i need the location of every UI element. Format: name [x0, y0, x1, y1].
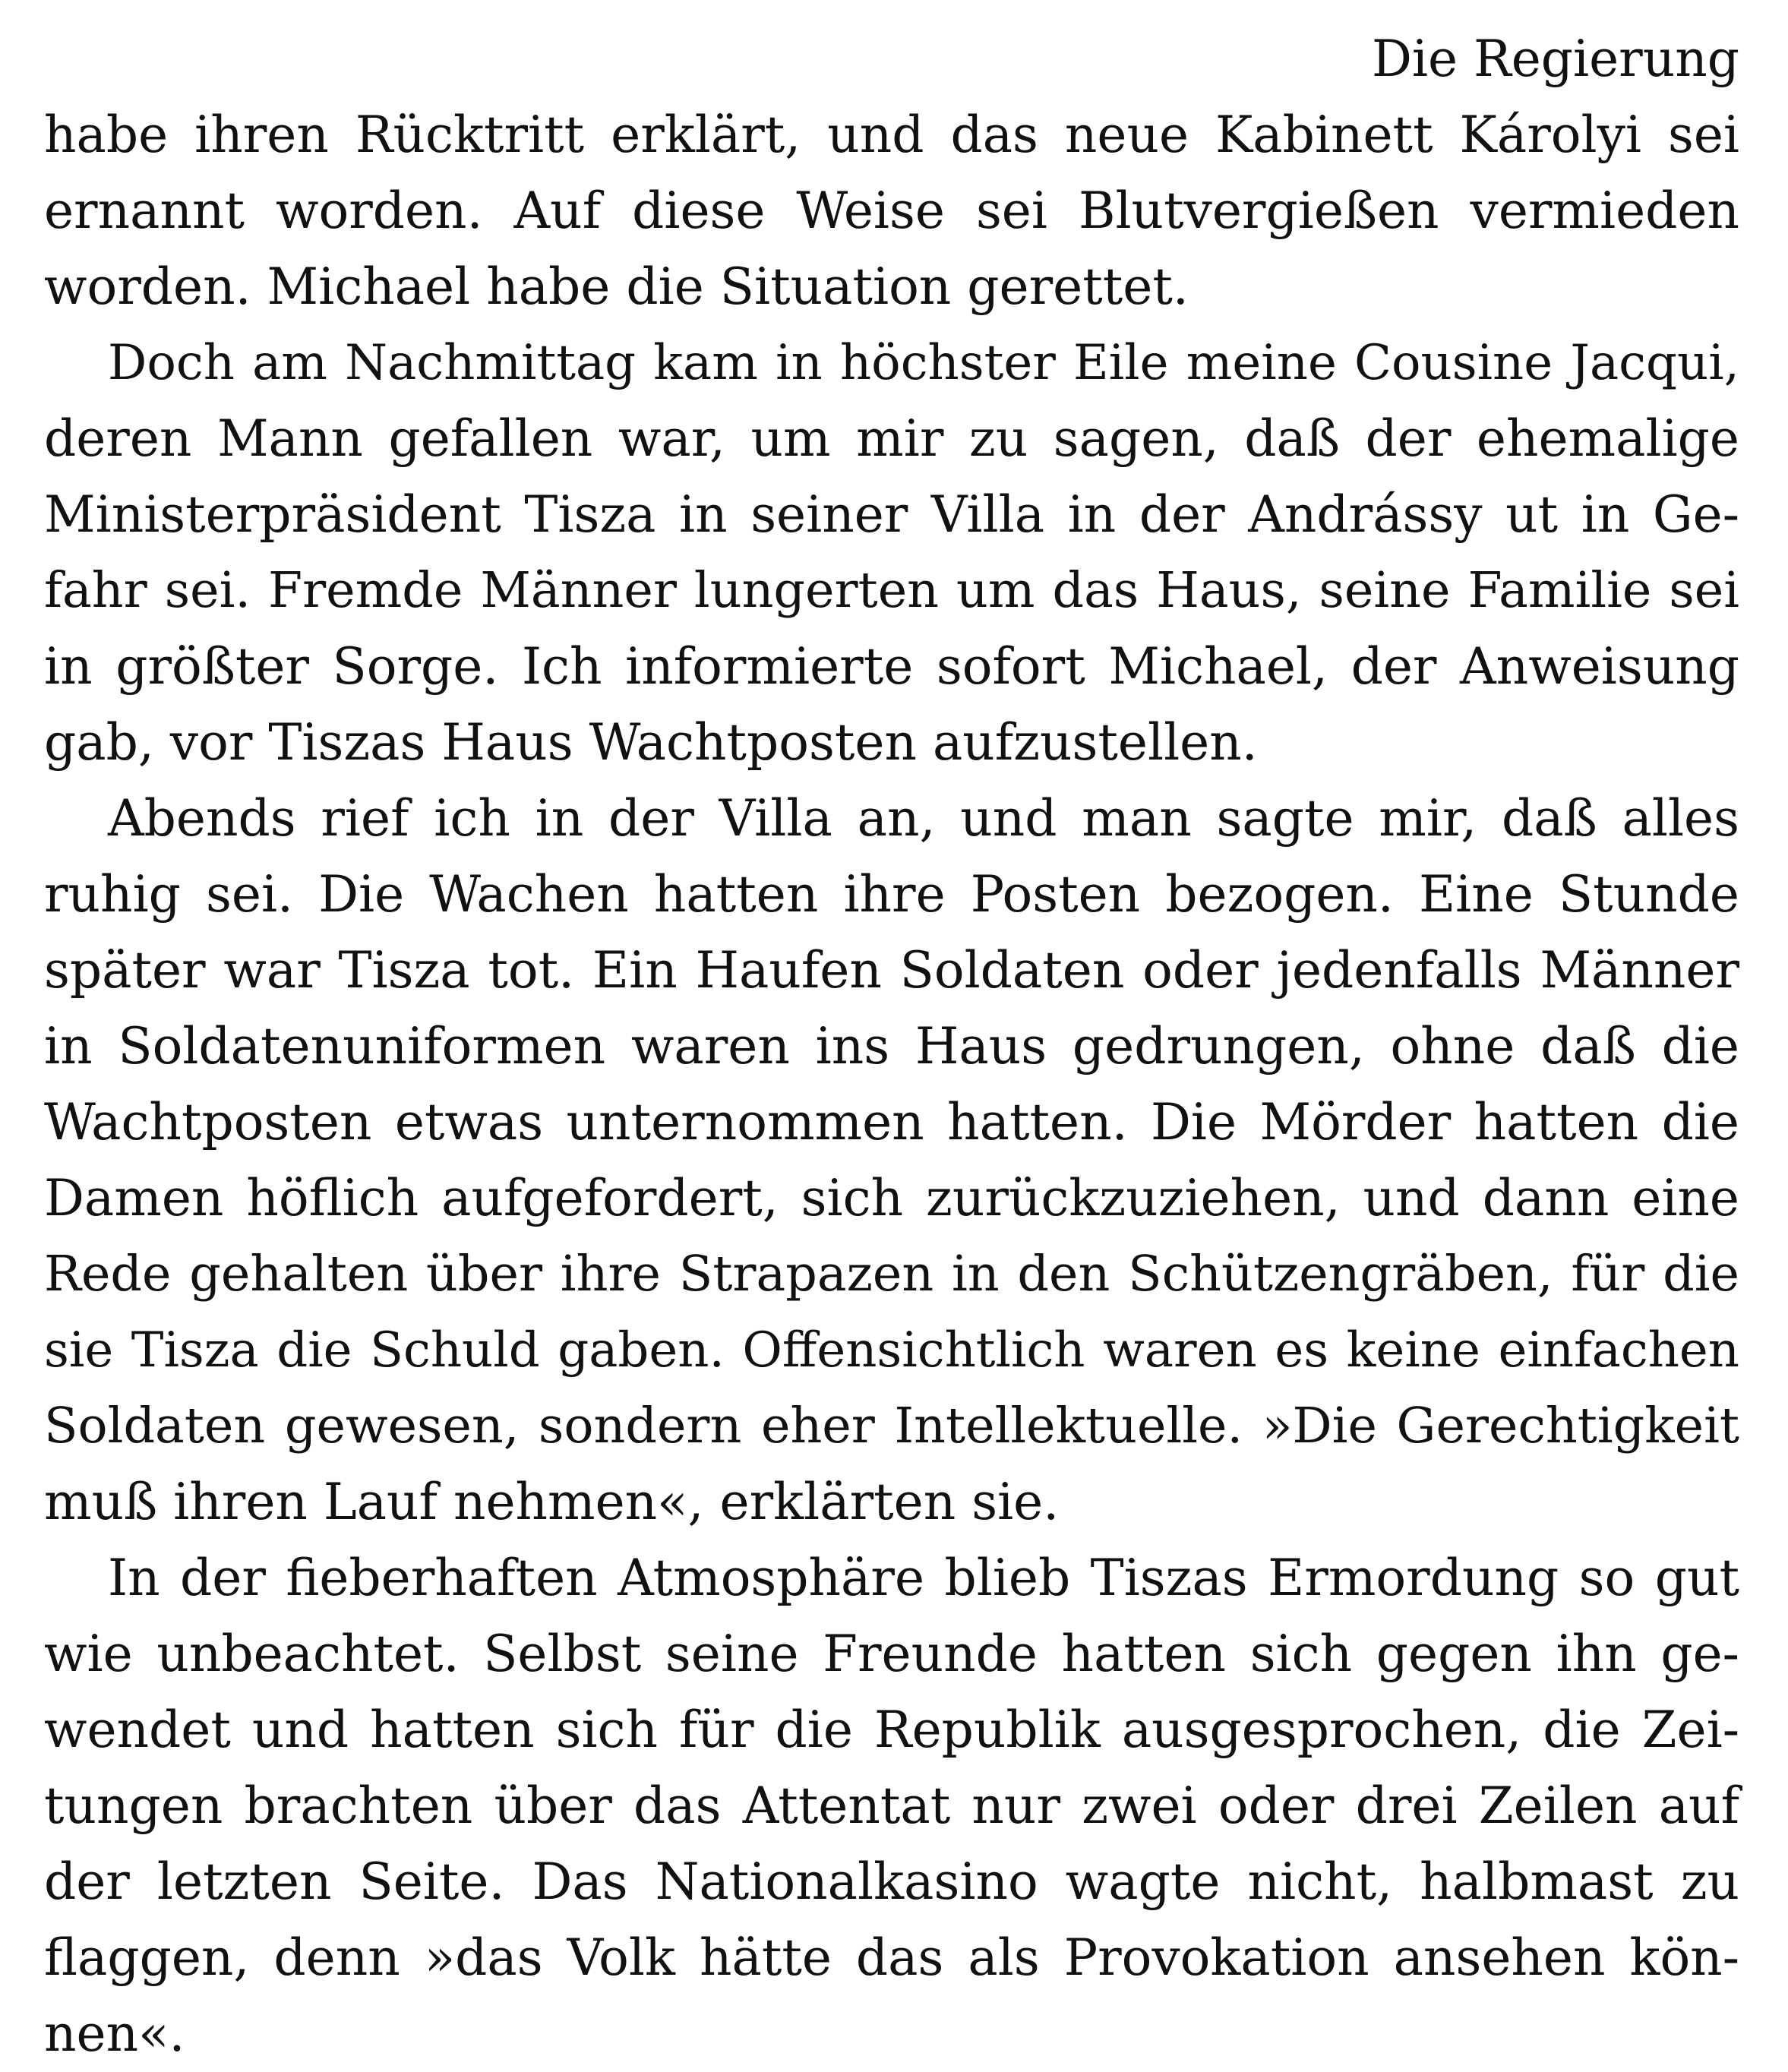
text-line: Die Regierung: [1371, 30, 1739, 88]
text-line: der letzten Seite. Das Nationalkasino wagte nicht, halbmast zu: [44, 1852, 1739, 1911]
text-line: wie unbeachtet. Selbst seine Freunde hatten sich gegen ihn ge-: [44, 1625, 1739, 1683]
paragraph-first-line: Doch am Nachmittag kam in höchster Eile meine Cousine Jacqui,: [108, 335, 1739, 391]
paragraph-first-line: Abends rief ich in der Villa an, und man sagte mir, daß alles: [108, 789, 1739, 848]
text-line: in Soldatenuniformen waren ins Haus gedrungen, ohne daß die: [44, 1017, 1739, 1075]
text-line: nen«.: [44, 2004, 185, 2063]
text-line: deren Mann gefallen war, um mir zu sagen, daß der ehemalige: [44, 409, 1739, 468]
text-line: muß ihren Lauf nehmen«, erklärten sie.: [44, 1473, 1060, 1531]
text-line: Rede gehalten über ihre Strapazen in den Schützengräben, für die: [44, 1246, 1739, 1303]
text-line: worden. Michael habe die Situation gerettet.: [44, 257, 1189, 316]
text-line: sie Tisza die Schuld gaben. Offensichtlich waren es keine einfachen: [44, 1322, 1739, 1379]
text-line: ernannt worden. Auf diese Weise sei Blutvergießen vermieden: [44, 182, 1739, 240]
paragraph-first-line: In der fieberhaften Atmosphäre blieb Tiszas Ermordung so gut: [108, 1549, 1739, 1607]
text-line: Ministerpräsident Tisza in seiner Villa in der Andrássy ut in Ge-: [44, 485, 1739, 544]
text-line: tungen brachten über das Attentat nur zwei oder drei Zeilen auf: [44, 1777, 1739, 1835]
text-line: Wachtposten etwas unternommen hatten. Die Mörder hatten die: [44, 1093, 1739, 1151]
text-line: Damen höflich aufgefordert, sich zurückzuziehen, und dann eine: [44, 1169, 1739, 1227]
text-line: fahr sei. Fremde Männer lungerten um das Haus, seine Familie sei: [44, 562, 1739, 619]
text-line: in größter Sorge. Ich informierte sofort Michael, der Anweisung: [44, 637, 1739, 696]
text-line: wendet und hatten sich für die Republik ausgesprochen, die Zei-: [44, 1701, 1739, 1759]
text-line: ruhig sei. Die Wachen hatten ihre Posten bezogen. Eine Stunde: [44, 865, 1739, 924]
text-line: Soldaten gewesen, sondern eher Intellektuelle. »Die Gerechtigkeit: [44, 1398, 1739, 1455]
text-line: habe ihren Rücktritt erklärt, und das neue Kabinett Károlyi sei: [44, 106, 1739, 164]
text-line: flaggen, denn »das Volk hätte das als Provokation ansehen kön-: [44, 1928, 1739, 1987]
text-line: später war Tisza tot. Ein Haufen Soldaten oder jedenfalls Männer: [44, 941, 1739, 1000]
text-line: gab, vor Tiszas Haus Wachtposten aufzustellen.: [44, 713, 1258, 772]
